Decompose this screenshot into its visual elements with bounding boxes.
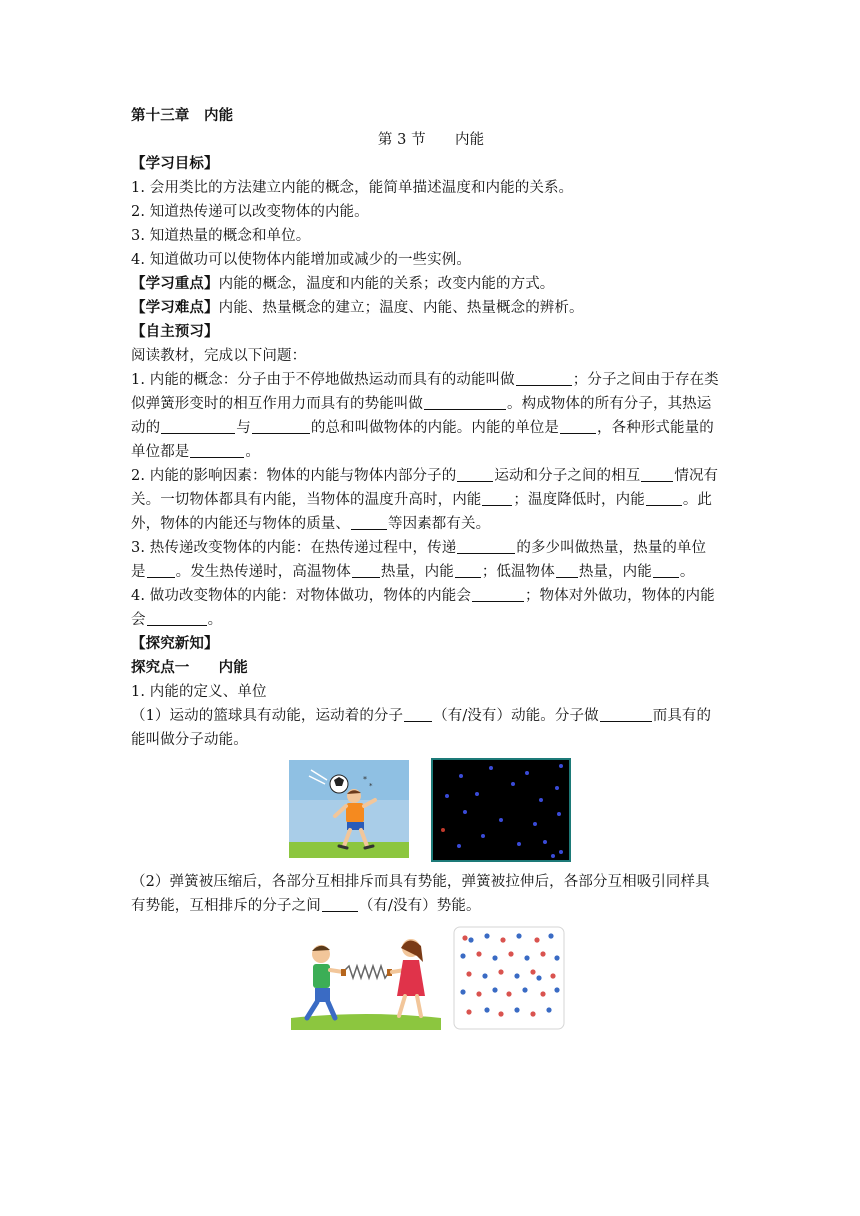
focus-label: 【学习重点】 xyxy=(131,275,219,292)
p1-line-2: 能叫做分子动能。 xyxy=(131,732,248,748)
q3-line-1 xyxy=(131,536,731,560)
q1-text: ；分子之间由于存在类 xyxy=(572,372,719,388)
fill-blank[interactable] xyxy=(641,466,673,482)
q3-text: 的多少叫做热量，热量的单位 xyxy=(516,540,707,556)
q1-text: 动的 xyxy=(131,420,161,436)
fill-blank[interactable] xyxy=(482,490,512,506)
q2-text: 情况有 xyxy=(674,468,719,484)
p1-text: 而具有的 xyxy=(652,708,712,724)
fill-blank[interactable] xyxy=(646,490,682,506)
p2-line-1: （2）弹簧被压缩后，各部分互相排斥而具有势能，弹簧被拉伸后，各部分互相吸引同样具 xyxy=(131,874,710,890)
fill-blank[interactable] xyxy=(322,896,358,912)
football-header-illustration xyxy=(289,760,409,858)
q4-line-1 xyxy=(131,584,731,608)
fill-blank[interactable] xyxy=(352,562,380,578)
q4-text: 会 xyxy=(131,612,146,628)
q1-text: 的总和叫做物体的内能。内能的单位是 xyxy=(310,420,560,436)
p2-line-2 xyxy=(131,894,731,918)
q3-text: 3. 热传递改变物体的内能：在热传递过程中，传递 xyxy=(131,540,457,556)
q2-text: 运动和分子之间的相互 xyxy=(494,468,641,484)
svg-text:*: * xyxy=(363,775,367,784)
fill-blank[interactable] xyxy=(457,466,493,482)
fill-blank[interactable] xyxy=(455,562,481,578)
q1-line-4 xyxy=(131,440,731,464)
image-row-1 xyxy=(131,758,731,870)
p1-text: （1）运动的篮球具有动能，运动着的分子 xyxy=(131,708,404,724)
q1-text: 。构成物体的所有分子，其热运 xyxy=(507,396,712,412)
q2-line-2 xyxy=(131,488,731,512)
p2-text: 有势能，互相排斥的分子之间 xyxy=(131,898,321,914)
q1-text: 与 xyxy=(236,420,251,436)
q4-line-2 xyxy=(131,608,731,632)
p1-line-1 xyxy=(131,704,731,728)
q2-text: 2. 内能的影响因素：物体的内能与物体内部分子的 xyxy=(131,468,457,484)
q4-text: 。 xyxy=(207,612,223,628)
difficulty-label: 【学习难点】 xyxy=(131,299,219,316)
p1-text: （有/没有）动能。分子做 xyxy=(433,708,599,724)
q2-line-1 xyxy=(131,464,731,488)
preview-intro: 阅读教材，完成以下问题： xyxy=(131,348,307,364)
section-title: 第 3 节 内能 xyxy=(377,132,485,148)
molecules-attract-repel-illustration xyxy=(453,926,565,1030)
q2-text: 关。一切物体都具有内能，当物体的温度升高时，内能 xyxy=(131,492,482,508)
q3-text: 热量，内能 xyxy=(380,564,454,580)
fill-blank[interactable] xyxy=(351,514,387,530)
image-row-2 xyxy=(131,924,731,1032)
fill-blank[interactable] xyxy=(653,562,679,578)
difficulty-line xyxy=(131,296,731,320)
q3-text: 是 xyxy=(131,564,146,580)
q3-text: 。发生热传递时，高温物体 xyxy=(175,564,351,580)
q1-text: 。 xyxy=(245,444,261,460)
fill-blank[interactable] xyxy=(600,706,652,722)
q2-text: 外，物体的内能还与物体的质量、 xyxy=(131,516,350,532)
q1-text: ，各种形式能量的 xyxy=(597,420,714,436)
fill-blank[interactable] xyxy=(404,706,432,722)
fill-blank[interactable] xyxy=(424,394,506,410)
q3-text: 热量，内能 xyxy=(578,564,652,580)
fill-blank[interactable] xyxy=(147,610,207,626)
q3-text: 。 xyxy=(679,564,695,580)
goal-item: 2. 知道热传递可以改变物体的内能。 xyxy=(131,204,369,220)
worksheet-content xyxy=(131,104,731,1032)
goal-item: 3. 知道热量的概念和单位。 xyxy=(131,228,311,244)
q2-line-3 xyxy=(131,512,731,536)
q1-line-2 xyxy=(131,392,731,416)
q1-text: 似弹簧形变时的相互作用力而具有的势能叫做 xyxy=(131,396,423,412)
q2-text: 。此 xyxy=(682,492,713,508)
fill-blank[interactable] xyxy=(516,370,572,386)
focus-text: 内能的概念，温度和内能的关系；改变内能的方式。 xyxy=(218,276,555,292)
q2-text: ；温度降低时，内能 xyxy=(513,492,645,508)
fill-blank[interactable] xyxy=(457,538,515,554)
focus-line xyxy=(131,272,731,296)
explore-heading: 【探究新知】 xyxy=(131,635,219,652)
difficulty-text: 内能、热量概念的建立；温度、内能、热量概念的辨析。 xyxy=(218,300,584,316)
fill-blank[interactable] xyxy=(161,418,235,434)
chapter-title: 第十三章 内能 xyxy=(131,107,234,124)
q1-text: 单位都是 xyxy=(131,444,190,460)
goal-item: 4. 知道做功可以使物体内能增加或减少的一些实例。 xyxy=(131,252,471,268)
q1-line-1 xyxy=(131,368,731,392)
p2-text: （有/没有）势能。 xyxy=(358,898,481,914)
goals-heading: 【学习目标】 xyxy=(131,155,219,172)
goal-item: 1. 会用类比的方法建立内能的概念，能简单描述温度和内能的关系。 xyxy=(131,180,574,196)
fill-blank[interactable] xyxy=(252,418,310,434)
q4-text: ；物体对外做功，物体的内能 xyxy=(524,588,715,604)
q1-text: 1. 内能的概念：分子由于不停地做热运动而具有的动能叫做 xyxy=(131,372,515,388)
q2-text: 等因素都有关。 xyxy=(388,516,491,532)
svg-text:*: * xyxy=(369,782,373,790)
preview-heading: 【自主预习】 xyxy=(131,323,219,340)
fill-blank[interactable] xyxy=(190,442,244,458)
spring-tug-illustration xyxy=(291,926,441,1030)
q1-line-3 xyxy=(131,416,731,440)
gas-molecules-illustration xyxy=(431,758,571,862)
fill-blank[interactable] xyxy=(472,586,524,602)
fill-blank[interactable] xyxy=(560,418,596,434)
explore-point-title: 探究点一 内能 xyxy=(131,659,248,676)
fill-blank[interactable] xyxy=(556,562,578,578)
q3-text: ；低温物体 xyxy=(481,564,555,580)
q3-line-2 xyxy=(131,560,731,584)
explore-sub-title: 1. 内能的定义、单位 xyxy=(131,684,267,700)
q4-text: 4. 做功改变物体的内能：对物体做功，物体的内能会 xyxy=(131,588,471,604)
fill-blank[interactable] xyxy=(147,562,175,578)
